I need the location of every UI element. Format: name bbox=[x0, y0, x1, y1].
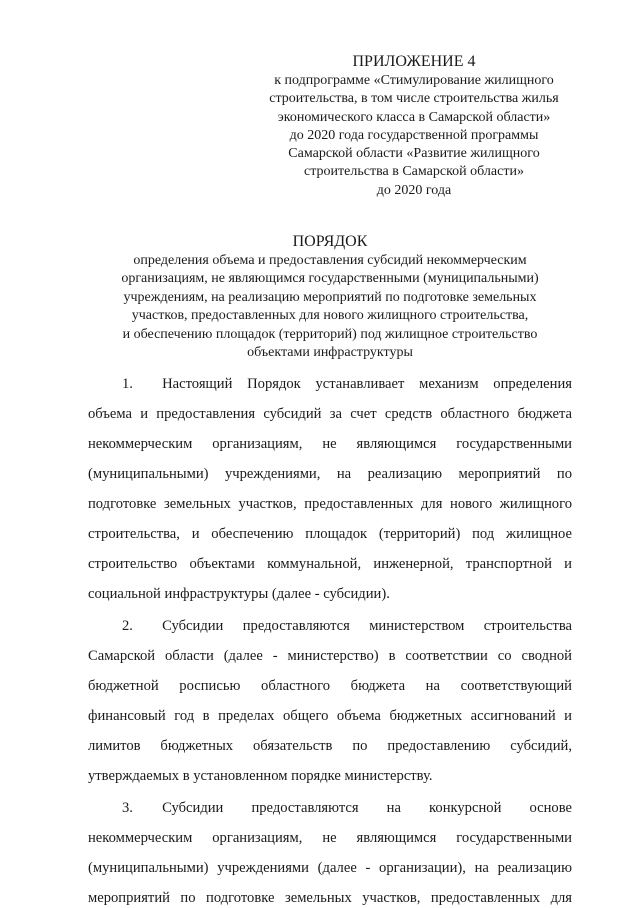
title-line: определения объема и предоставления субсидий некоммерческим bbox=[133, 253, 527, 268]
paragraph-1-line: 1. Настоящий Порядок устанавливает механизм определения bbox=[122, 376, 572, 392]
appendix-line: строительства, в том числе строительства жилья bbox=[269, 91, 559, 107]
appendix-line: строительства в Самарской области» bbox=[304, 164, 524, 180]
appendix-line: до 2020 года государственной программы bbox=[289, 127, 539, 143]
document-title bbox=[90, 232, 570, 362]
appendix-line: экономического класса в Самарской области» bbox=[277, 109, 551, 125]
appendix-line: Самарской области «Развитие жилищного bbox=[288, 146, 540, 162]
title-line: учреждениям, на реализацию мероприятий по подготовке земельных bbox=[123, 289, 537, 305]
paragraph-1-line: некоммерческим организациям, не являющимся государственными bbox=[88, 436, 572, 452]
title-line: и обеспечению площадок (территорий) под жилищное строительство bbox=[122, 326, 538, 342]
title-heading: ПОРЯДОК bbox=[292, 233, 368, 250]
paragraph-1-line: объема и предоставления субсидий за счет средств областного бюджета bbox=[88, 406, 572, 422]
paragraph-1-line: строительство объектами коммунальной, инженерной, транспортной и bbox=[88, 556, 572, 572]
title-line: организациям, не являющимся государственными (муниципальными) bbox=[121, 271, 539, 287]
appendix-line: до 2020 года bbox=[376, 182, 452, 198]
paragraph-3-line: мероприятий по подготовке земельных участков, предоставленных для bbox=[88, 890, 572, 906]
paragraph-1-line: (муниципальными) учреждениями, на реализацию мероприятий по bbox=[88, 466, 572, 482]
paragraph-2-line: утверждаемых в установленном порядке министерству. bbox=[88, 768, 433, 784]
paragraph-3-line: 3. Субсидии предоставляются на конкурсной основе bbox=[122, 800, 572, 816]
paragraph-1-line: строительства, и обеспечению площадок (территорий) под жилищное bbox=[88, 526, 572, 542]
appendix-heading: ПРИЛОЖЕНИЕ 4 bbox=[352, 53, 476, 70]
paragraph-2-line: бюджетной росписью областного бюджета на соответствующий bbox=[88, 678, 572, 694]
appendix-block bbox=[238, 52, 590, 200]
paragraph-2-line: 2. Субсидии предоставляются министерством строительства bbox=[122, 618, 572, 634]
title-line: участков, предоставленных для нового жилищного строительства, bbox=[131, 308, 529, 324]
appendix-line: к подпрограмме «Стимулирование жилищного bbox=[274, 73, 554, 88]
paragraph-2-line: финансовый год в пределах общего объема бюджетных ассигнований и bbox=[88, 708, 572, 724]
paragraph-3-line: (муниципальными) учреждениями (далее - организации), на реализацию bbox=[88, 860, 572, 876]
paragraph-2-line: лимитов бюджетных обязательств по предоставлению субсидий, bbox=[88, 738, 572, 754]
paragraph-3-line: некоммерческим организациям, не являющимся государственными bbox=[88, 830, 572, 846]
paragraph-2-line: Самарской области (далее - министерство) в соответствии со сводной bbox=[88, 648, 572, 664]
paragraph-1-line: социальной инфраструктуры (далее - субсидии). bbox=[88, 586, 390, 602]
paragraph-1-line: подготовке земельных участков, предоставленных для нового жилищного bbox=[88, 496, 572, 512]
title-line: объектами инфраструктуры bbox=[247, 345, 413, 361]
